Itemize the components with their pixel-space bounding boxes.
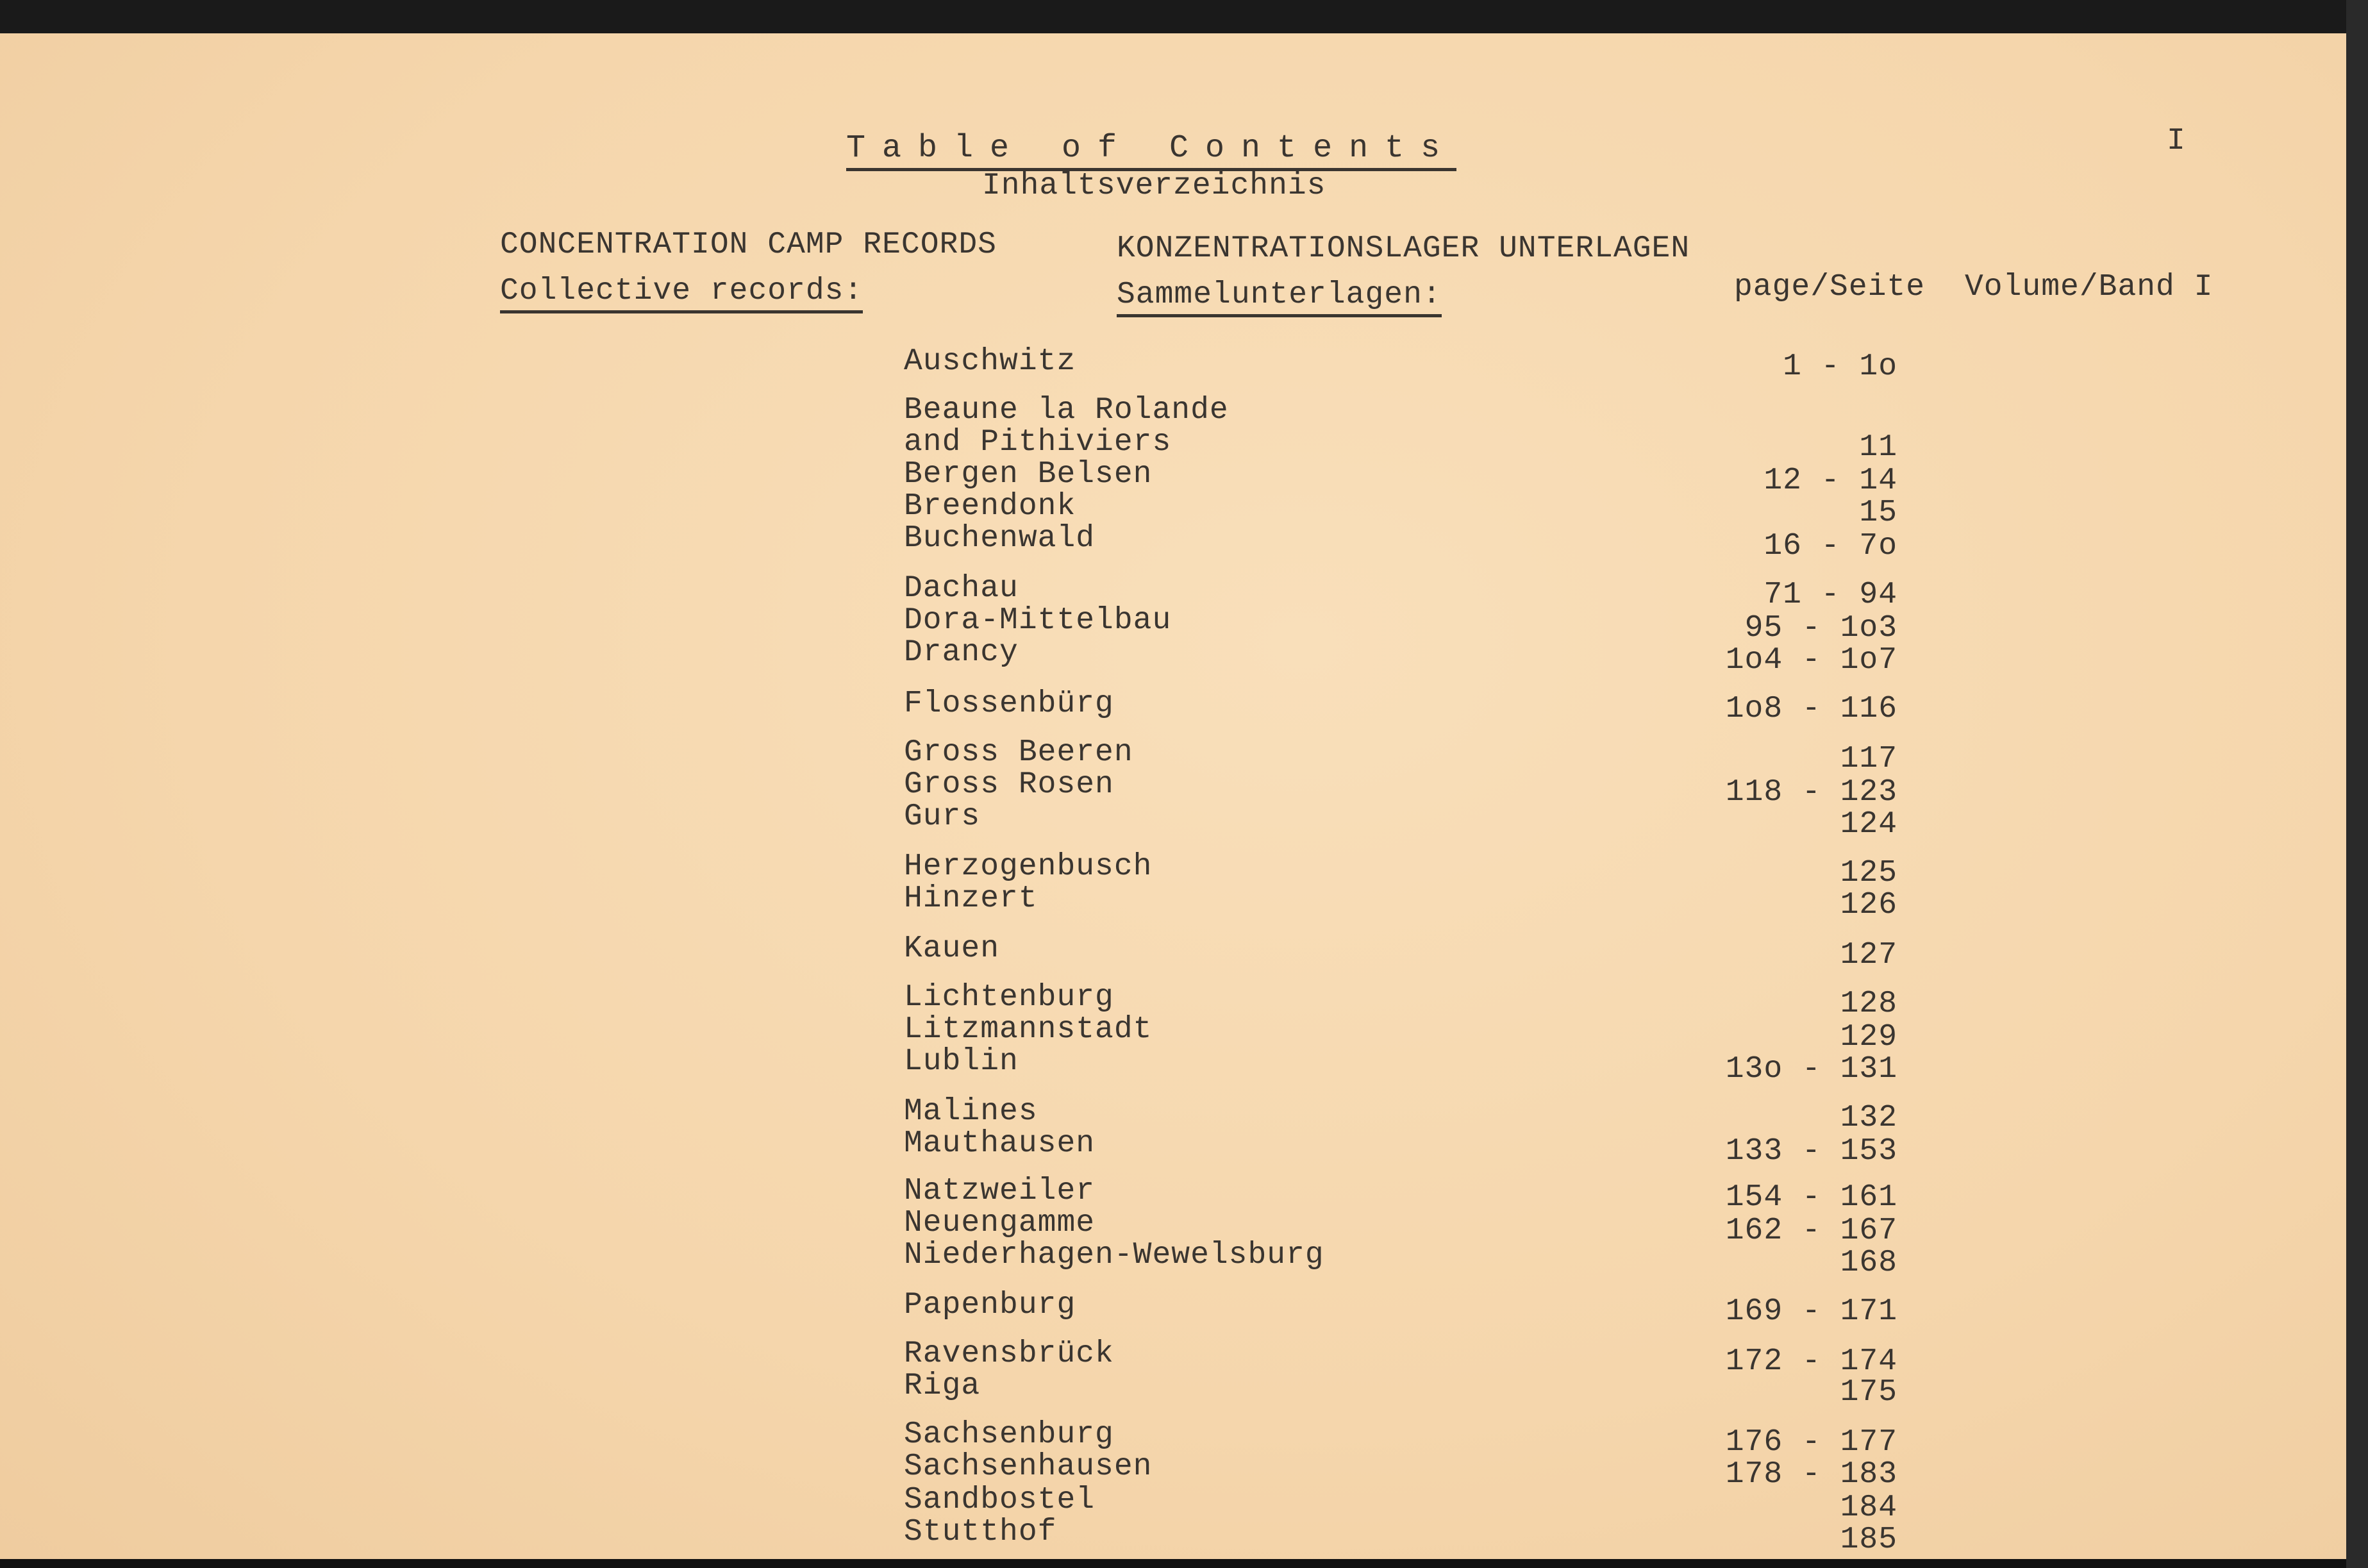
list-item-pages: 13o - 131	[1725, 1052, 1897, 1087]
list-item-camp: Papenburg	[904, 1288, 1076, 1322]
list-item-pages: 175	[1840, 1375, 1897, 1410]
section-heading-en: CONCENTRATION CAMP RECORDS	[500, 228, 997, 262]
list-item-camp: Buchenwald	[904, 521, 1096, 556]
list-item-camp: Gross Beeren	[904, 735, 1133, 770]
list-item-camp: Lublin	[904, 1044, 1019, 1079]
list-item-pages: 126	[1840, 888, 1897, 922]
list-item-camp: and Pithiviers	[904, 425, 1172, 460]
list-item-camp: Herzogenbusch	[904, 849, 1153, 884]
collective-records-en: Collective records:	[500, 274, 863, 313]
list-item-pages: 125	[1840, 856, 1897, 890]
list-item-pages: 11	[1859, 430, 1897, 465]
list-item-camp: Lichtenburg	[904, 980, 1114, 1015]
list-item-camp: Ravensbrück	[904, 1337, 1114, 1371]
list-item-camp: Breendonk	[904, 489, 1076, 524]
collective-records-de: Sammelunterlagen:	[1117, 278, 1442, 317]
list-item-pages: 133 - 153	[1725, 1134, 1897, 1169]
list-item-camp: Malines	[904, 1094, 1038, 1129]
list-item-pages: 127	[1840, 938, 1897, 972]
document-page	[0, 33, 2368, 1559]
page-number: I	[2167, 124, 2186, 158]
list-item-pages: 118 - 123	[1725, 775, 1897, 810]
column-header-volume: Volume/Band I	[1965, 270, 2214, 304]
list-item-pages: 169 - 171	[1725, 1294, 1897, 1329]
list-item-pages: 128	[1840, 987, 1897, 1021]
list-item-camp: Natzweiler	[904, 1174, 1096, 1208]
scan-bottom-edge	[0, 1559, 2368, 1568]
list-item-pages: 117	[1840, 742, 1897, 776]
list-item-pages: 162 - 167	[1725, 1214, 1897, 1248]
list-item-pages: 15	[1859, 496, 1897, 530]
list-item-pages: 184	[1840, 1490, 1897, 1525]
section-heading-de: KONZENTRATIONSLAGER UNTERLAGEN	[1117, 231, 1690, 266]
list-item-pages: 16 - 7o	[1763, 529, 1897, 563]
list-item-pages: 1o4 - 1o7	[1725, 643, 1897, 678]
list-item-pages: 1o8 - 116	[1725, 692, 1897, 726]
list-item-camp: Niederhagen-Wewelsburg	[904, 1238, 1324, 1272]
list-item-camp: Sachsenhausen	[904, 1449, 1153, 1484]
page-title: Table of Contents	[846, 132, 1456, 171]
list-item-camp: Neuengamme	[904, 1206, 1096, 1240]
list-item-camp: Dora-Mittelbau	[904, 603, 1172, 638]
list-item-pages: 1 - 1o	[1783, 349, 1897, 384]
list-item-camp: Mauthausen	[904, 1126, 1096, 1161]
list-item-camp: Stutthof	[904, 1515, 1057, 1549]
list-item-camp: Bergen Belsen	[904, 457, 1153, 492]
column-header-page: page/Seite	[1734, 270, 1926, 304]
list-item-pages: 132	[1840, 1101, 1897, 1135]
list-item-camp: Sachsenburg	[904, 1417, 1114, 1452]
list-item-pages: 178 - 183	[1725, 1457, 1897, 1492]
list-item-camp: Litzmannstadt	[904, 1012, 1153, 1047]
list-item-pages: 129	[1840, 1020, 1897, 1055]
list-item-camp: Drancy	[904, 635, 1019, 670]
list-item-camp: Gurs	[904, 799, 981, 834]
list-item-pages: 185	[1840, 1522, 1897, 1557]
list-item-camp: Sandbostel	[904, 1483, 1096, 1517]
list-item-pages: 172 - 174	[1725, 1344, 1897, 1379]
list-item-camp: Gross Rosen	[904, 767, 1114, 802]
list-item-pages: 124	[1840, 807, 1897, 842]
list-item-camp: Auschwitz	[904, 344, 1076, 379]
list-item-camp: Beaune la Rolande	[904, 393, 1229, 428]
list-item-pages: 71 - 94	[1763, 578, 1897, 612]
scan-right-edge	[2346, 0, 2368, 1568]
list-item-camp: Riga	[904, 1369, 981, 1403]
list-item-pages: 95 - 1o3	[1744, 611, 1897, 646]
list-item-pages: 176 - 177	[1725, 1425, 1897, 1460]
list-item-camp: Hinzert	[904, 881, 1038, 916]
list-item-pages: 154 - 161	[1725, 1180, 1897, 1215]
list-item-pages: 168	[1840, 1246, 1897, 1280]
list-item-pages: 12 - 14	[1763, 463, 1897, 498]
list-item-camp: Kauen	[904, 931, 1000, 966]
list-item-camp: Flossenbürg	[904, 687, 1114, 721]
page-subtitle: Inhaltsverzeichnis	[982, 169, 1326, 203]
list-item-camp: Dachau	[904, 571, 1019, 606]
